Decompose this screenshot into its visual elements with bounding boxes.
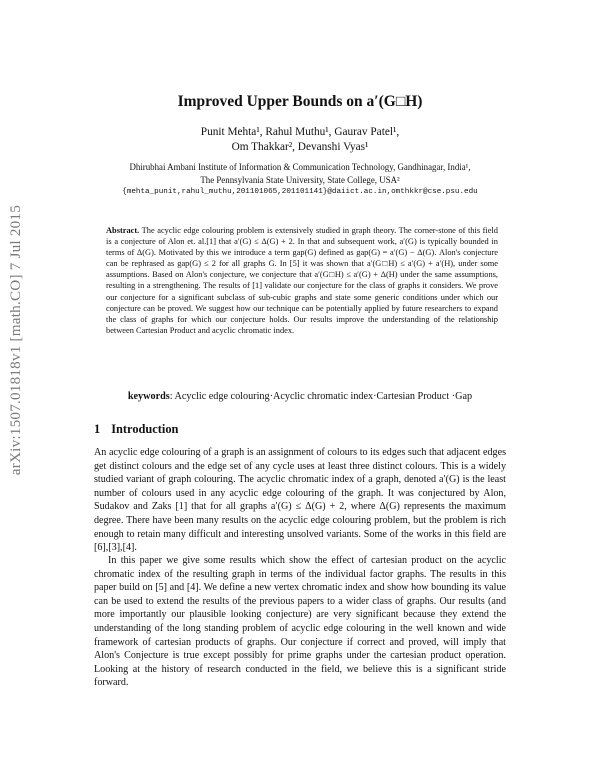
- affiliation-line-1: Dhirubhai Ambani Institute of Information & Communication Technology, Gandhinagar, India¹,: [129, 162, 471, 172]
- abstract-label: Abstract.: [106, 226, 140, 235]
- author-emails: {mehta_punit,rahul_muthu,201101065,201101141}@daiict.ac.in,omthkkr@cse.psu.edu: [122, 188, 478, 196]
- body-paragraph-2: In this paper we give some results which show the effect of cartesian product on the acyclic chromatic index of the resulting graph in terms of the individual factor graphs. The results in this paper build on [5] and [4]. We define a new vertex chromatic index and show how bounding its value can be used to extend the results of the previous papers to a wider class of graphs. Our results (and more importantly our plausible looking conjecture) are very significant because they extend the understanding of the long standing problem of acyclic edge colouring in the well known and wide framework of cartesian products of graphs. Our conjecture if correct and proved, will imply that Alon's Conjecture is true except possibly for prime graphs under the cartesian product operation. Looking at the history of research conducted in the field, we believe this is a significant stride forward.: [94, 555, 506, 689]
- authors-block: [0, 125, 600, 154]
- keywords-label: keywords: [127, 391, 170, 402]
- section-number: 1: [94, 422, 101, 436]
- abstract: [106, 225, 498, 336]
- section-title: Introduction: [111, 422, 179, 436]
- authors-line-1: Punit Mehta¹, Rahul Muthu¹, Gaurav Patel¹,: [200, 126, 400, 138]
- keywords-text: : Acyclic edge colouring·Acyclic chromatic index·Cartesian Product ·Gap: [169, 391, 473, 402]
- paper-title: Improved Upper Bounds on a′(G□H): [177, 93, 423, 110]
- affiliations-block: [0, 161, 600, 199]
- authors-line-2: Om Thakkar², Devanshi Vyas¹: [231, 140, 369, 153]
- affiliation-line-2: The Pennsylvania State University, State College, USA²: [200, 174, 400, 185]
- keywords-line: [0, 391, 600, 402]
- body-paragraph-1: An acyclic edge colouring of a graph is an assignment of colours to its edges such that adjacent edges get distinct colours and the edge set of any cycle uses at least three distinct colours. This is a widely studied variant of graph colouring. The acyclic chromatic index of a graph, denoted a′(G) is the least number of colours used in any acyclic edge colouring of the graph. It was conjectured by Alon, Sudakov and Zaks [1] that for all graphs a′(G) ≤ Δ(G) + 2, where Δ(G) represents the maximum degree. There have been many results on the acyclic edge colouring problem, but the problem is rich enough to retain many difficult and interesting unsolved variants. Some of the works in this field are [6],[3],[4].: [94, 447, 506, 554]
- section-heading: [94, 422, 178, 437]
- abstract-text: The acyclic edge colouring problem is extensively studied in graph theory. The corner-stone of this field is a conjecture of Alon et. al.[1] that a′(G) ≤ Δ(G) + 2. In that and subsequent work, a′(G) is typically bounded in terms of Δ(G). Motivated by this we introduce a term gap(G) defined as gap(G) = a′(G) − Δ(G). Alon's conjecture can be rephrased as gap(G) ≤ 2 for all graphs G. In [5] it was shown that a′(G□H) ≤ a′(G) + a′(H), under some assumptions. Based on Alon's conjecture, we conjecture that a′(G□H) ≤ a′(G) + Δ(H) under the same assumptions, resulting in a strengthening. The results of [1] validate our conjecture for the class of graphs it considers. We prove our conjecture for a significant subclass of sub-cubic graphs and state some generic conditions under which our conjecture can be proved. We suggest how our technique can be potentially applied by future researchers to expand the class of graphs for which our conjecture holds. Our results improve the understanding of the relationship between Cartesian Product and acyclic chromatic index.: [106, 226, 498, 335]
- arxiv-stamp-text: arXiv:1507.01818v1 [math.CO] 7 Jul 2015: [7, 205, 24, 476]
